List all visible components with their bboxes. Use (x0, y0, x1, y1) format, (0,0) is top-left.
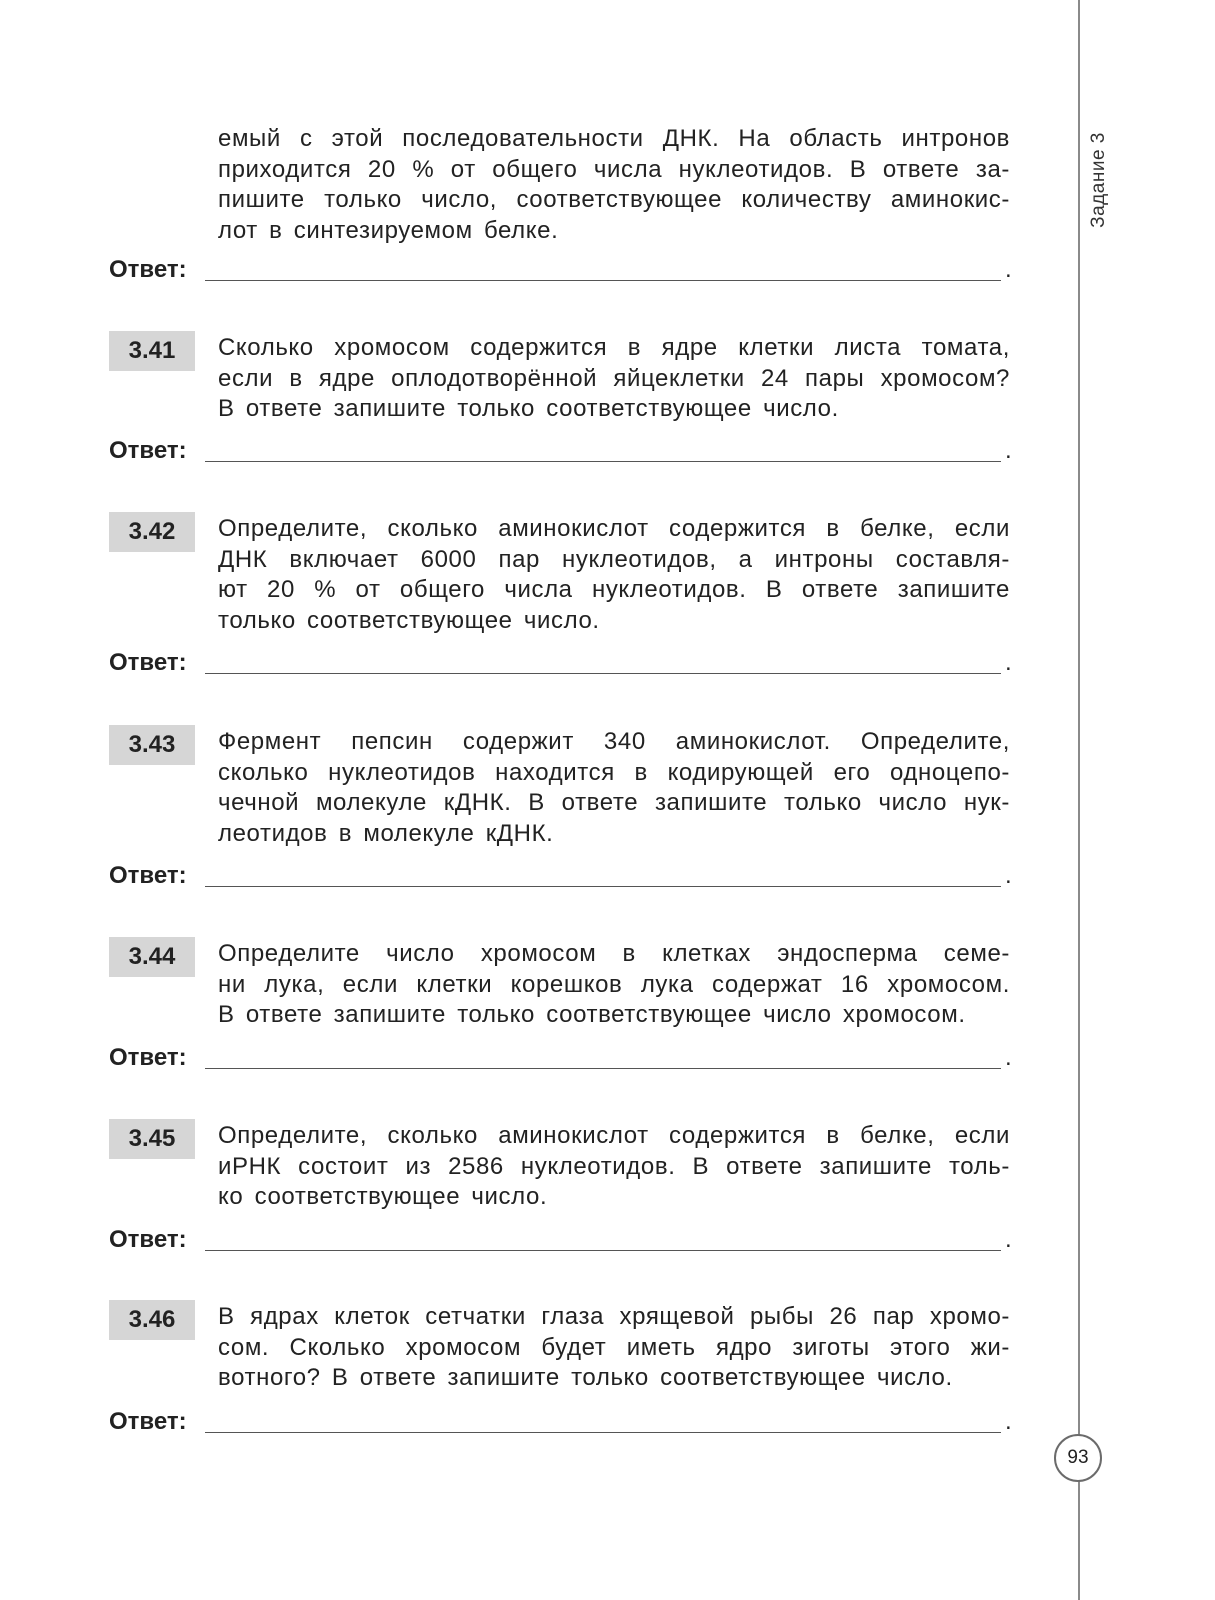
text-line: Определите число хромосом в клетках эндосперма семе- (218, 940, 1010, 967)
answer-end-dot: . (1005, 1408, 1012, 1435)
text-line: В ответе запишите только соответствующее число хромосом. (218, 1001, 966, 1028)
intro-text (218, 124, 1010, 246)
text-line: ни лука, если клетки корешков лука содержат 16 хромосом. (218, 970, 1010, 998)
answer-label: Ответ: (109, 1044, 187, 1071)
text-line: только соответствующее число. (218, 606, 600, 634)
answer-row-3-42 (109, 649, 1014, 681)
text-line: Определите, сколько аминокислот содержится в белке, если (218, 515, 1010, 542)
task-text (218, 514, 1010, 636)
answer-label: Ответ: (109, 1408, 187, 1435)
answer-label: Ответ: (109, 256, 187, 283)
text-line: В ядрах клеток сетчатки глаза хрящевой рыбы 26 пар хромо- (218, 1303, 1010, 1330)
task-text (218, 727, 1010, 849)
task-number-badge: 3.45 (109, 1119, 195, 1159)
text-line: сом. Сколько хромосом будет иметь ядро зиготы этого жи- (218, 1333, 1010, 1361)
text-line: Сколько хромосом содержится в ядре клетки листа томата, (218, 334, 1010, 361)
margin-rule (1078, 0, 1080, 1600)
text-line: чечной молекуле кДНК. В ответе запишите только число нук- (218, 789, 1010, 816)
page-number: 93 (1054, 1434, 1102, 1482)
text-line: иРНК состоит из 2586 нуклеотидов. В ответе запишите толь- (218, 1152, 1010, 1180)
answer-row-3-43 (109, 862, 1014, 894)
text-line: приходится 20 % от общего числа нуклеотидов. В ответе за- (218, 155, 1010, 183)
answer-label: Ответ: (109, 649, 187, 676)
task-number-badge: 3.42 (109, 512, 195, 552)
task-text (218, 1302, 1010, 1394)
text-line: В ответе запишите только соответствующее число. (218, 395, 839, 422)
answer-row-3-46 (109, 1408, 1014, 1440)
answer-input-line[interactable] (205, 1068, 1001, 1069)
answer-input-line[interactable] (205, 461, 1001, 462)
answer-end-dot: . (1005, 256, 1012, 283)
text-line: лот в синтезируемом белке. (218, 216, 559, 244)
text-line: вотного? В ответе запишите только соответствующее число. (218, 1364, 953, 1391)
answer-input-line[interactable] (205, 1432, 1001, 1433)
answer-input-line[interactable] (205, 886, 1001, 887)
answer-input-line[interactable] (205, 1250, 1001, 1251)
answer-input-line[interactable] (205, 280, 1001, 281)
task-text (218, 939, 1010, 1031)
answer-end-dot: . (1005, 862, 1012, 889)
text-line: леотидов в молекуле кДНК. (218, 819, 554, 847)
task-number-badge: 3.44 (109, 937, 195, 977)
task-text (218, 333, 1010, 425)
answer-end-dot: . (1005, 437, 1012, 464)
section-label: Задание 3 (1088, 132, 1109, 228)
answer-input-line[interactable] (205, 673, 1001, 674)
text-line: если в ядре оплодотворённой яйцеклетки 24 пары хромосом? (218, 364, 1010, 392)
answer-row-3-41 (109, 437, 1014, 469)
text-line: ДНК включает 6000 пар нуклеотидов, а интроны составля- (218, 545, 1010, 573)
answer-label: Ответ: (109, 1226, 187, 1253)
answer-end-dot: . (1005, 1044, 1012, 1071)
answer-row-3-44 (109, 1044, 1014, 1076)
answer-end-dot: . (1005, 1226, 1012, 1253)
answer-row-3-45 (109, 1226, 1014, 1258)
task-number-badge: 3.41 (109, 331, 195, 371)
answer-row-intro (109, 256, 1014, 288)
text-line: Фермент пепсин содержит 340 аминокислот. Определите, (218, 728, 1010, 755)
text-line: пишите только число, соответствующее количеству аминокис- (218, 186, 1010, 213)
text-line: емый с этой последовательности ДНК. На область интронов (218, 125, 1010, 152)
text-line: ют 20 % от общего числа нуклеотидов. В ответе запишите (218, 576, 1010, 603)
answer-label: Ответ: (109, 862, 187, 889)
text-line: ко соответствующее число. (218, 1183, 548, 1210)
task-text (218, 1121, 1010, 1213)
text-line: сколько нуклеотидов находится в кодирующей его одноцепо- (218, 758, 1010, 786)
task-number-badge: 3.43 (109, 725, 195, 765)
task-number-badge: 3.46 (109, 1300, 195, 1340)
answer-end-dot: . (1005, 649, 1012, 676)
answer-label: Ответ: (109, 437, 187, 464)
text-line: Определите, сколько аминокислот содержится в белке, если (218, 1122, 1010, 1149)
